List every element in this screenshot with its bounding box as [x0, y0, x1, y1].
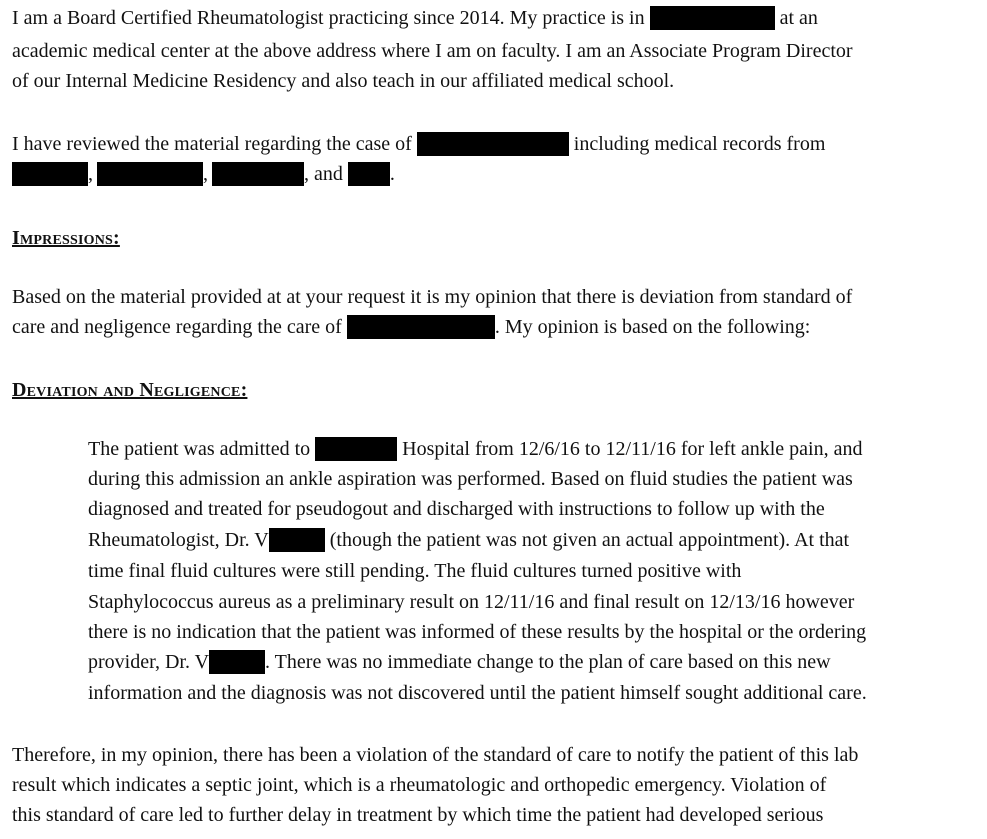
conclusion-line-3: this standard of care led to further delay in treatment by which time the patient had developed serious: [12, 804, 824, 826]
deviation-line-2: during this admission an ankle aspiration was performed. Based on fluid studies the patient was: [88, 468, 853, 490]
deviation-line-3: diagnosed and treated for pseudogout and discharged with instructions to follow up with the: [88, 498, 825, 520]
conclusion-line-1: Therefore, in my opinion, there has been a violation of the standard of care to notify the patient of this lab: [12, 744, 859, 766]
impressions-text: . My opinion is based on the following:: [494, 316, 811, 338]
deviation-line-1: [88, 437, 862, 461]
redaction-block: [12, 162, 88, 186]
deviation-heading: Deviation and Negligence:: [12, 379, 248, 401]
deviation-text: (though the patient was not given an actual appointment). At that: [329, 529, 850, 551]
deviation-text: Rheumatologist, Dr. V: [88, 529, 269, 551]
impressions-line-1: Based on the material provided at at your request it is my opinion that there is deviation from standard of: [12, 286, 853, 308]
separator: .: [389, 163, 395, 185]
intro-line-1: [12, 6, 818, 30]
deviation-line-6: Staphylococcus aureus as a preliminary result on 12/11/16 and final result on 12/13/16 however: [88, 591, 855, 613]
conclusion-line-2: result which indicates a septic joint, which is a rheumatologic and orthopedic emergency. Violation of: [12, 774, 827, 796]
deviation-text: provider, Dr. V: [88, 651, 210, 673]
separator: ,: [88, 163, 93, 185]
deviation-line-8: [88, 650, 831, 674]
redaction-block: [347, 315, 495, 339]
intro-text: I am a Board Certified Rheumatologist practicing since 2014. My practice is in: [12, 7, 650, 29]
deviation-line-9: information and the diagnosis was not discovered until the patient himself sought additional care.: [88, 682, 867, 704]
redaction-block: [417, 132, 569, 156]
deviation-text: The patient was admitted to: [88, 438, 316, 460]
impressions-heading: Impressions:: [12, 227, 120, 249]
separator: , and: [304, 163, 343, 185]
redaction-block: [269, 528, 325, 552]
redaction-block: [209, 650, 265, 674]
redaction-block: [650, 6, 775, 30]
review-line-1: [12, 132, 825, 156]
redaction-block: [212, 162, 304, 186]
review-text: including medical records from: [573, 133, 826, 155]
redaction-block: [315, 437, 397, 461]
deviation-line-5: time final fluid cultures were still pending. The fluid cultures turned positive with: [88, 560, 742, 582]
deviation-text: Hospital from 12/6/16 to 12/11/16 for left ankle pain, and: [402, 438, 863, 460]
deviation-line-4: [88, 528, 849, 552]
separator: ,: [203, 163, 208, 185]
redaction-block: [348, 162, 390, 186]
impressions-line-2: [12, 315, 810, 339]
deviation-text: . There was no immediate change to the plan of care based on this new: [265, 651, 831, 673]
intro-text: at an: [779, 7, 818, 29]
impressions-text: care and negligence regarding the care of: [12, 316, 347, 338]
review-text: I have reviewed the material regarding the case of: [12, 133, 417, 155]
deviation-line-7: there is no indication that the patient was informed of these results by the hospital or the ordering: [88, 621, 867, 643]
intro-line-3: of our Internal Medicine Residency and also teach in our affiliated medical school.: [12, 70, 675, 92]
redaction-block: [97, 162, 203, 186]
review-line-2: [12, 162, 395, 186]
intro-line-2: academic medical center at the above address where I am on faculty. I am an Associate Program Director: [12, 40, 853, 62]
